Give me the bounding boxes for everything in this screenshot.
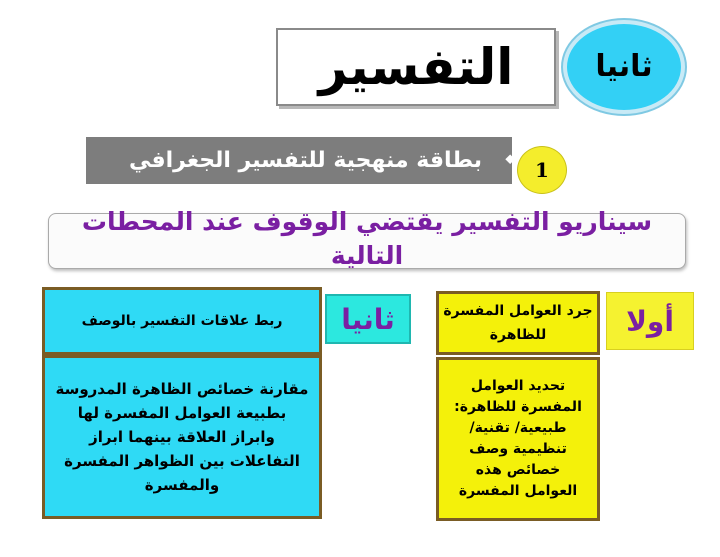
first-step-inventory-box	[436, 291, 600, 355]
diamond-bullet-icon: ⬥	[505, 151, 515, 167]
step-number-circle	[517, 146, 567, 194]
step-number: 1	[535, 158, 549, 182]
label-first: أولا	[606, 292, 694, 350]
second-step-details-box	[42, 355, 322, 519]
first-step-details-text: تحديد العوامل المفسرة للظاهرة: طبيعية/ تقنية/ تنظيمية وصف خصائص هذه العوامل المفسرة	[454, 378, 582, 499]
second-step-details-text: مقارنة خصائص الظاهرة المدروسة بطبيعة العوامل المفسرة لها وابراز العلاقة بينهما ابراز التفاعلات بين الظواهر المفسرة والمفسرة	[55, 380, 309, 494]
first-step-inventory-text: جرد العوامل المفسرة للظاهرة	[443, 303, 593, 343]
page-title: التفسير	[318, 38, 514, 96]
card-title: بطاقة منهجية للتفسير الجغرافي	[128, 148, 482, 173]
section-badge	[563, 20, 685, 114]
second-step-link-box	[42, 287, 322, 355]
first-step-details-box	[436, 357, 600, 521]
section-badge-label: ثانيا	[595, 49, 653, 84]
page-title-box	[276, 28, 556, 106]
card-title-bar	[86, 137, 512, 184]
label-second: ثانيا	[325, 294, 411, 344]
scenario-text: سيناريو التفسير يقتضي الوقوف عند المحطات التالية	[81, 207, 653, 270]
second-step-link-text: ربط علاقات التفسير بالوصف	[81, 313, 283, 329]
